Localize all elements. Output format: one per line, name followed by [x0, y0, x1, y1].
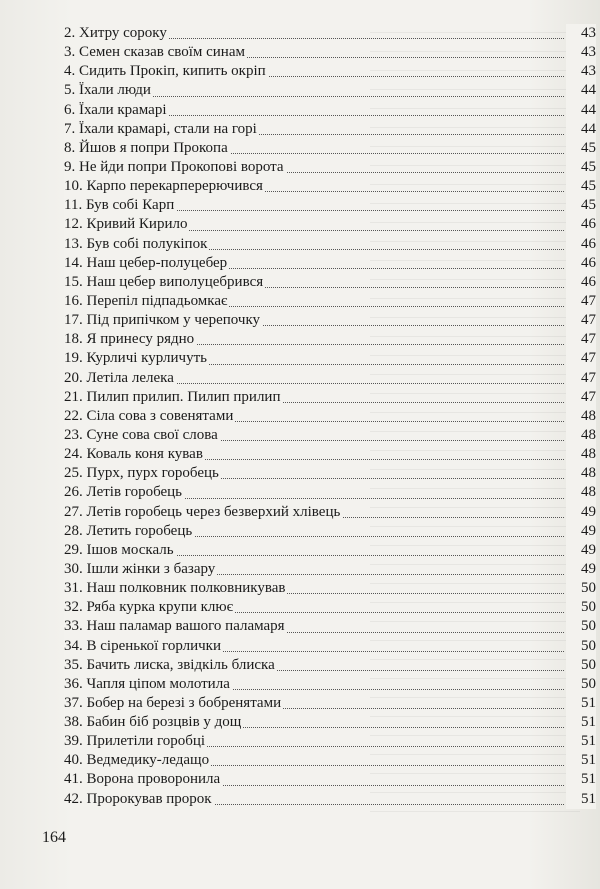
toc-entry-page: 51 — [566, 732, 596, 751]
toc-entry — [64, 713, 596, 732]
toc-entry-title: 27. Летів горобець через безверхий хлівець — [64, 503, 342, 522]
toc-entry-title: 21. Пилип прилип. Пилип прилип — [64, 388, 283, 407]
toc-entry — [64, 349, 596, 368]
toc-entry-title: 42. Пророкував пророк — [64, 790, 214, 809]
toc-entry-page: 47 — [566, 369, 596, 388]
toc-entry-page: 51 — [566, 713, 596, 732]
toc-entry-title: 36. Чапля ціпом молотила — [64, 675, 232, 694]
toc-entry-page: 50 — [566, 579, 596, 598]
toc-entry-page: 46 — [566, 235, 596, 254]
toc-entry-title: 23. Суне сова свої слова — [64, 426, 220, 445]
toc-entry-title: 6. Їхали крамарі — [64, 101, 169, 120]
toc-entry — [64, 292, 596, 311]
toc-entry-page: 48 — [566, 464, 596, 483]
toc-entry-title: 14. Наш цебер-полуцебер — [64, 254, 229, 273]
toc-entry-page: 45 — [566, 158, 596, 177]
toc-entry-page: 46 — [566, 254, 596, 273]
toc-entry-title: 24. Коваль коня кував — [64, 445, 205, 464]
toc-entry-title: 9. Не йди попри Прокопові ворота — [64, 158, 286, 177]
toc-entry-page: 44 — [566, 120, 596, 139]
toc-entry — [64, 81, 596, 100]
toc-entry-page: 44 — [566, 101, 596, 120]
toc-entry — [64, 617, 596, 636]
toc-entry-title: 2. Хитру сороку — [64, 24, 169, 43]
toc-entry-page: 50 — [566, 637, 596, 656]
toc-entry-title: 7. Їхали крамарі, стали на горі — [64, 120, 259, 139]
toc-entry — [64, 369, 596, 388]
toc-entry-page: 48 — [566, 407, 596, 426]
toc-entry-page: 49 — [566, 522, 596, 541]
toc-entry — [64, 675, 596, 694]
toc-entry — [64, 311, 596, 330]
toc-entry-title: 29. Ішов москаль — [64, 541, 176, 560]
toc-entry-page: 48 — [566, 483, 596, 502]
toc-entry — [64, 215, 596, 234]
toc-entry-page: 47 — [566, 330, 596, 349]
toc-entry — [64, 196, 596, 215]
toc-entry — [64, 522, 596, 541]
toc-entry — [64, 770, 596, 789]
toc-entry-title: 15. Наш цебер виполуцебрився — [64, 273, 265, 292]
toc-entry-page: 51 — [566, 751, 596, 770]
toc-entry-title: 34. В сіренької горлички — [64, 637, 223, 656]
toc-entry-page: 45 — [566, 139, 596, 158]
toc-entry — [64, 579, 596, 598]
toc-entry-title: 19. Курличі курличуть — [64, 349, 209, 368]
toc-entry — [64, 445, 596, 464]
toc-entry-page: 44 — [566, 81, 596, 100]
toc-entry — [64, 24, 596, 43]
toc-entry-title: 4. Сидить Прокіп, кипить окріп — [64, 62, 268, 81]
toc-entry-page: 49 — [566, 541, 596, 560]
toc-entry-title: 37. Бобер на березі з бобренятами — [64, 694, 283, 713]
toc-entry-title: 13. Був собі полукіпок — [64, 235, 209, 254]
toc-entry-title: 3. Семен сказав своїм синам — [64, 43, 247, 62]
toc-entry — [64, 560, 596, 579]
toc-entry-title: 31. Наш полковник полковникував — [64, 579, 287, 598]
toc-entry-title: 39. Прилетіли горобці — [64, 732, 207, 751]
toc-entry — [64, 732, 596, 751]
toc-entry — [64, 158, 596, 177]
toc-entry-title: 20. Летіла лелека — [64, 369, 176, 388]
toc-entry — [64, 426, 596, 445]
toc-entry-page: 43 — [566, 62, 596, 81]
toc-entry-page: 46 — [566, 273, 596, 292]
toc-entry — [64, 656, 596, 675]
toc-entry-title: 17. Під припічком у черепочку — [64, 311, 262, 330]
toc-entry-page: 47 — [566, 388, 596, 407]
toc-entry — [64, 694, 596, 713]
toc-entry-title: 16. Перепіл підпадьомкає — [64, 292, 229, 311]
toc-entry — [64, 235, 596, 254]
toc-entry-page: 51 — [566, 770, 596, 789]
toc-entry — [64, 388, 596, 407]
toc-entry-page: 50 — [566, 598, 596, 617]
toc-entry-title: 33. Наш паламар вашого паламаря — [64, 617, 287, 636]
toc-entry-title: 41. Ворона проворонила — [64, 770, 222, 789]
toc-entry — [64, 43, 596, 62]
toc-entry-title: 32. Ряба курка крупи клює — [64, 598, 235, 617]
toc-entry-page: 48 — [566, 426, 596, 445]
toc-entry-title: 40. Ведмедику-ледащо — [64, 751, 211, 770]
toc-entry — [64, 273, 596, 292]
toc-entry-title: 22. Сіла сова з совенятами — [64, 407, 235, 426]
toc-entry — [64, 790, 596, 809]
toc-entry-page: 49 — [566, 503, 596, 522]
toc-entry — [64, 407, 596, 426]
toc-entry — [64, 254, 596, 273]
toc-entry-title: 25. Пурх, пурх горобець — [64, 464, 221, 483]
toc-entry — [64, 483, 596, 502]
toc-entry — [64, 177, 596, 196]
toc-entry-page: 47 — [566, 311, 596, 330]
toc-entry-page: 48 — [566, 445, 596, 464]
toc-entry-title: 26. Летів горобець — [64, 483, 184, 502]
toc-entry-title: 5. Їхали люди — [64, 81, 153, 100]
toc-entry — [64, 751, 596, 770]
toc-entry — [64, 139, 596, 158]
toc-entry-title: 8. Йшов я попри Прокопа — [64, 139, 230, 158]
toc-entry-page: 45 — [566, 196, 596, 215]
toc-entry — [64, 330, 596, 349]
toc-entry-page: 47 — [566, 292, 596, 311]
toc-entry-title: 35. Бачить лиска, звідкіль блиска — [64, 656, 277, 675]
toc-entry-title: 28. Летить горобець — [64, 522, 194, 541]
toc-entry-page: 47 — [566, 349, 596, 368]
toc-entry-page: 49 — [566, 560, 596, 579]
toc-entry-title: 12. Кривий Кирило — [64, 215, 189, 234]
toc-entry-page: 50 — [566, 675, 596, 694]
toc-entry-title: 10. Карпо перекарперерючився — [64, 177, 265, 196]
toc-entry-page: 51 — [566, 790, 596, 809]
toc-entry-title: 18. Я принесу рядно — [64, 330, 196, 349]
table-of-contents — [64, 24, 596, 809]
toc-entry — [64, 541, 596, 560]
toc-entry-page: 46 — [566, 215, 596, 234]
toc-entry-page: 51 — [566, 694, 596, 713]
toc-entry — [64, 464, 596, 483]
toc-entry-page: 43 — [566, 43, 596, 62]
toc-entry-title: 30. Ішли жінки з базару — [64, 560, 217, 579]
toc-entry-page: 45 — [566, 177, 596, 196]
toc-entry — [64, 598, 596, 617]
toc-entry — [64, 62, 596, 81]
toc-entry — [64, 503, 596, 522]
toc-entry-title: 11. Був собі Карп — [64, 196, 176, 215]
toc-entry — [64, 120, 596, 139]
toc-entry-page: 50 — [566, 617, 596, 636]
toc-entry — [64, 637, 596, 656]
page-number: 164 — [42, 829, 66, 846]
toc-entry-page: 50 — [566, 656, 596, 675]
toc-entry-title: 38. Бабин біб розцвів у дощ — [64, 713, 243, 732]
toc-entry — [64, 101, 596, 120]
toc-entry-page: 43 — [566, 24, 596, 43]
